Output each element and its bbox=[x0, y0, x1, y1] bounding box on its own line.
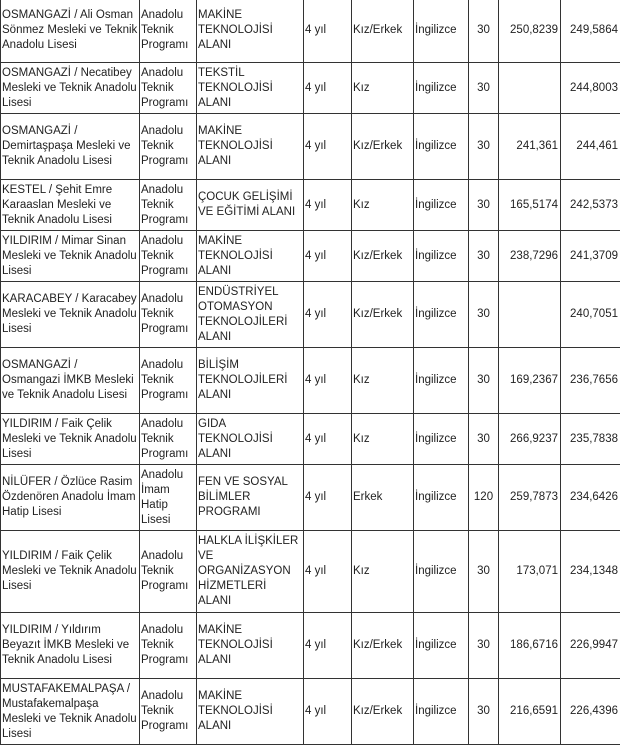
gender-cell: Kız/Erkek bbox=[352, 679, 414, 745]
field-cell: ENDÜSTRİYEL OTOMASYON TEKNOLOJİLERİ ALANI bbox=[197, 282, 304, 348]
language-cell: İngilizce bbox=[414, 679, 469, 745]
program-type-cell: Anadolu Teknik Programı bbox=[140, 348, 197, 414]
table-row bbox=[1, 114, 620, 180]
table-row bbox=[1, 531, 620, 613]
table-row bbox=[1, 282, 620, 348]
score-cell: 234,1348 bbox=[561, 531, 620, 613]
duration-cell: 4 yıl bbox=[304, 282, 352, 348]
quota-cell: 30 bbox=[469, 613, 499, 679]
score-cell: 259,7873 bbox=[499, 465, 561, 531]
quota-cell: 30 bbox=[469, 231, 499, 282]
gender-cell: Kız bbox=[352, 531, 414, 613]
score-cell: 241,361 bbox=[499, 114, 561, 180]
field-cell: MAKİNE TEKNOLOJİSİ ALANI bbox=[197, 114, 304, 180]
quota-cell: 30 bbox=[469, 180, 499, 231]
score-cell bbox=[499, 63, 561, 114]
gender-cell: Kız/Erkek bbox=[352, 231, 414, 282]
field-cell: FEN VE SOSYAL BİLİMLER PROGRAMI bbox=[197, 465, 304, 531]
table-row bbox=[1, 0, 620, 63]
program-type-cell: Anadolu Teknik Programı bbox=[140, 63, 197, 114]
field-cell: GIDA TEKNOLOJİSİ ALANI bbox=[197, 414, 304, 465]
school-cell: YILDIRIM / Faik Çelik Mesleki ve Teknik Anadolu Lisesi bbox=[1, 531, 140, 613]
quota-cell: 30 bbox=[469, 282, 499, 348]
quota-cell: 120 bbox=[469, 465, 499, 531]
table-row bbox=[1, 63, 620, 114]
table-row bbox=[1, 465, 620, 531]
score-cell: 165,5174 bbox=[499, 180, 561, 231]
field-cell: ÇOCUK GELİŞİMİ VE EĞİTİMİ ALANI bbox=[197, 180, 304, 231]
score-cell: 242,5373 bbox=[561, 180, 620, 231]
language-cell: İngilizce bbox=[414, 63, 469, 114]
school-cell: YILDIRIM / Yıldırım Beyazıt İMKB Mesleki ve Teknik Anadolu Lisesi bbox=[1, 613, 140, 679]
score-cell: 173,071 bbox=[499, 531, 561, 613]
score-cell: 249,5864 bbox=[561, 0, 620, 63]
quota-cell: 30 bbox=[469, 63, 499, 114]
language-cell: İngilizce bbox=[414, 613, 469, 679]
school-cell: OSMANGAZİ / Ali Osman Sönmez Mesleki ve Teknik Anadolu Lisesi bbox=[1, 0, 140, 63]
school-cell: KARACABEY / Karacabey Mesleki ve Teknik Anadolu Lisesi bbox=[1, 282, 140, 348]
school-cell: KESTEL / Şehit Emre Karaaslan Mesleki ve Teknik Anadolu Lisesi bbox=[1, 180, 140, 231]
table-body bbox=[1, 0, 620, 745]
score-cell bbox=[499, 282, 561, 348]
duration-cell: 4 yıl bbox=[304, 348, 352, 414]
duration-cell: 4 yıl bbox=[304, 0, 352, 63]
school-cell: YILDIRIM / Mimar Sinan Mesleki ve Teknik Anadolu Lisesi bbox=[1, 231, 140, 282]
duration-cell: 4 yıl bbox=[304, 114, 352, 180]
school-cell: YILDIRIM / Faik Çelik Mesleki ve Teknik Anadolu Lisesi bbox=[1, 414, 140, 465]
field-cell: MAKİNE TEKNOLOJİSİ ALANI bbox=[197, 613, 304, 679]
quota-cell: 30 bbox=[469, 679, 499, 745]
language-cell: İngilizce bbox=[414, 0, 469, 63]
program-type-cell: Anadolu Teknik Programı bbox=[140, 180, 197, 231]
quota-cell: 30 bbox=[469, 0, 499, 63]
score-cell: 236,7656 bbox=[561, 348, 620, 414]
gender-cell: Kız/Erkek bbox=[352, 282, 414, 348]
school-cell: MUSTAFAKEMALPAŞA / Mustafakemalpaşa Mesleki ve Teknik Anadolu Lisesi bbox=[1, 679, 140, 745]
quota-cell: 30 bbox=[469, 414, 499, 465]
school-cell: OSMANGAZİ / Necatibey Mesleki ve Teknik Anadolu Lisesi bbox=[1, 63, 140, 114]
score-cell: 244,461 bbox=[561, 114, 620, 180]
field-cell: HALKLA İLİŞKİLER VE ORGANİZASYON HİZMETLERİ ALANI bbox=[197, 531, 304, 613]
program-type-cell: Anadolu Teknik Programı bbox=[140, 282, 197, 348]
duration-cell: 4 yıl bbox=[304, 613, 352, 679]
program-type-cell: Anadolu Teknik Programı bbox=[140, 531, 197, 613]
gender-cell: Kız bbox=[352, 63, 414, 114]
table-row bbox=[1, 613, 620, 679]
gender-cell: Kız/Erkek bbox=[352, 613, 414, 679]
duration-cell: 4 yıl bbox=[304, 414, 352, 465]
school-cell: NİLÜFER / Özlüce Rasim Özdenören Anadolu İmam Hatip Lisesi bbox=[1, 465, 140, 531]
language-cell: İngilizce bbox=[414, 465, 469, 531]
table-row bbox=[1, 414, 620, 465]
duration-cell: 4 yıl bbox=[304, 679, 352, 745]
score-cell: 234,6426 bbox=[561, 465, 620, 531]
duration-cell: 4 yıl bbox=[304, 180, 352, 231]
field-cell: MAKİNE TEKNOLOJİSİ ALANI bbox=[197, 231, 304, 282]
program-type-cell: Anadolu Teknik Programı bbox=[140, 114, 197, 180]
language-cell: İngilizce bbox=[414, 414, 469, 465]
gender-cell: Kız bbox=[352, 348, 414, 414]
score-cell: 266,9237 bbox=[499, 414, 561, 465]
field-cell: MAKİNE TEKNOLOJİSİ ALANI bbox=[197, 679, 304, 745]
program-type-cell: Anadolu Teknik Programı bbox=[140, 414, 197, 465]
score-cell: 244,8003 bbox=[561, 63, 620, 114]
score-cell: 216,6591 bbox=[499, 679, 561, 745]
language-cell: İngilizce bbox=[414, 282, 469, 348]
field-cell: MAKİNE TEKNOLOJİSİ ALANI bbox=[197, 0, 304, 63]
language-cell: İngilizce bbox=[414, 531, 469, 613]
school-cell: OSMANGAZİ / Demirtaşpaşa Mesleki ve Teknik Anadolu Lisesi bbox=[1, 114, 140, 180]
field-cell: TEKSTİL TEKNOLOJİSİ ALANI bbox=[197, 63, 304, 114]
program-type-cell: Anadolu Teknik Programı bbox=[140, 613, 197, 679]
gender-cell: Erkek bbox=[352, 465, 414, 531]
score-cell: 240,7051 bbox=[561, 282, 620, 348]
school-cell: OSMANGAZİ / Osmangazi İMKB Mesleki ve Teknik Anadolu Lisesi bbox=[1, 348, 140, 414]
score-cell: 250,8239 bbox=[499, 0, 561, 63]
score-cell: 186,6716 bbox=[499, 613, 561, 679]
language-cell: İngilizce bbox=[414, 231, 469, 282]
quota-cell: 30 bbox=[469, 114, 499, 180]
duration-cell: 4 yıl bbox=[304, 63, 352, 114]
gender-cell: Kız/Erkek bbox=[352, 114, 414, 180]
gender-cell: Kız bbox=[352, 180, 414, 231]
gender-cell: Kız bbox=[352, 414, 414, 465]
gender-cell: Kız/Erkek bbox=[352, 0, 414, 63]
score-cell: 235,7838 bbox=[561, 414, 620, 465]
table-row bbox=[1, 679, 620, 745]
table-row bbox=[1, 231, 620, 282]
score-cell: 241,3709 bbox=[561, 231, 620, 282]
duration-cell: 4 yıl bbox=[304, 231, 352, 282]
score-cell: 226,4396 bbox=[561, 679, 620, 745]
program-type-cell: Anadolu İmam Hatip Lisesi bbox=[140, 465, 197, 531]
program-type-cell: Anadolu Teknik Programı bbox=[140, 231, 197, 282]
table-row bbox=[1, 348, 620, 414]
program-type-cell: Anadolu Teknik Programı bbox=[140, 0, 197, 63]
duration-cell: 4 yıl bbox=[304, 465, 352, 531]
language-cell: İngilizce bbox=[414, 114, 469, 180]
quota-cell: 30 bbox=[469, 348, 499, 414]
score-cell: 226,9947 bbox=[561, 613, 620, 679]
score-cell: 238,7296 bbox=[499, 231, 561, 282]
language-cell: İngilizce bbox=[414, 180, 469, 231]
duration-cell: 4 yıl bbox=[304, 531, 352, 613]
table-row bbox=[1, 180, 620, 231]
language-cell: İngilizce bbox=[414, 348, 469, 414]
program-type-cell: Anadolu Teknik Programı bbox=[140, 679, 197, 745]
quota-cell: 30 bbox=[469, 531, 499, 613]
field-cell: BİLİŞİM TEKNOLOJİLERİ ALANI bbox=[197, 348, 304, 414]
score-cell: 169,2367 bbox=[499, 348, 561, 414]
